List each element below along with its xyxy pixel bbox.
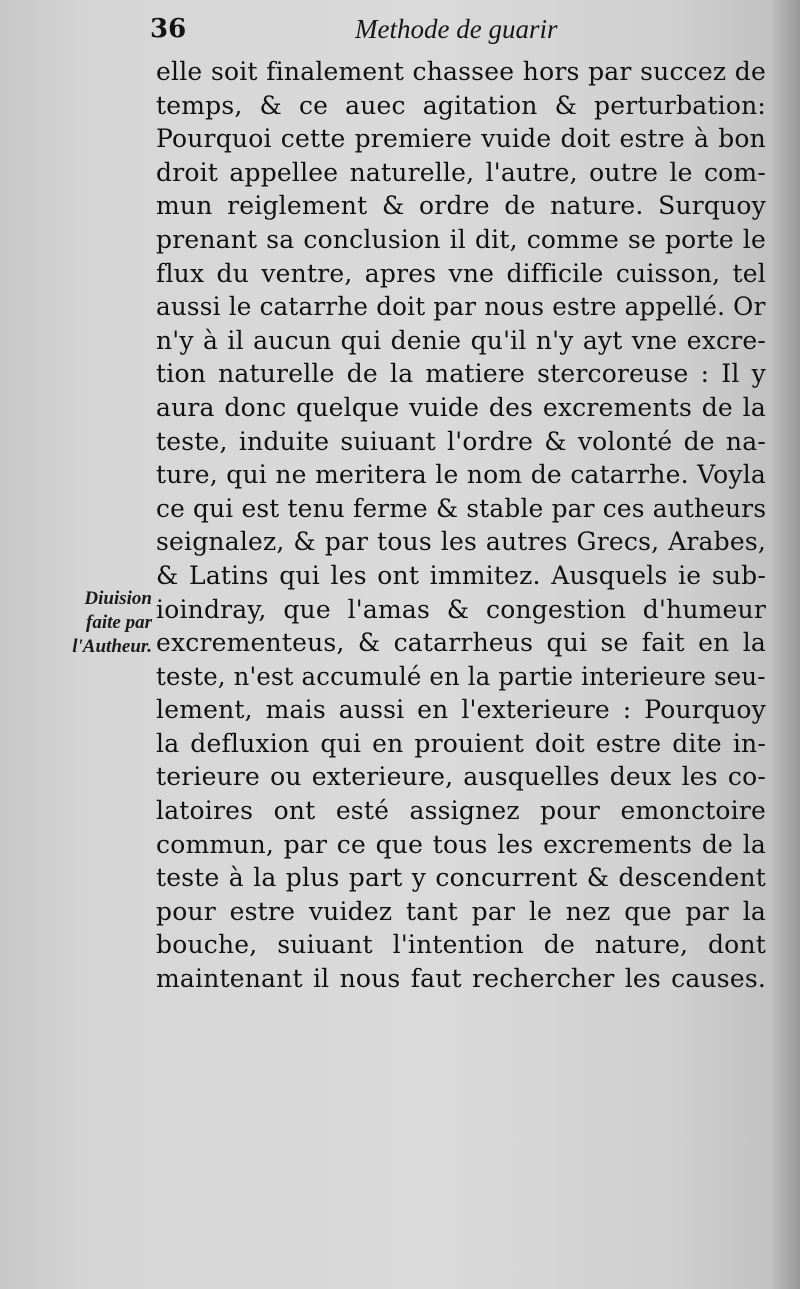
page-number: 36 bbox=[150, 14, 187, 44]
text-line: & Latins qui les ont immitez. Ausquels ie sub- bbox=[156, 560, 766, 590]
body-text bbox=[156, 55, 766, 996]
text-line: seignalez, & par tous les autres Grecs, Arabes, bbox=[156, 527, 766, 557]
text-line: bouche, suiuant l'intention de nature, dont bbox=[156, 930, 766, 960]
bleed-through-text bbox=[150, 1015, 770, 1215]
text-line: Pourquoi cette premiere vuide doit estre à bon bbox=[156, 124, 766, 154]
text-line: mun reiglement & ordre de nature. Surquoy bbox=[156, 191, 766, 221]
text-line: maintenant il nous faut rechercher les causes. bbox=[156, 964, 766, 994]
text-line: tion naturelle de la matiere stercoreuse : Il y bbox=[156, 359, 766, 389]
page-edge-shadow bbox=[770, 0, 800, 1289]
text-line: droit appellee naturelle, l'autre, outre le com- bbox=[156, 157, 766, 187]
text-line: commun, par ce que tous les excrements de la bbox=[156, 829, 766, 859]
running-title: Methode de guarir bbox=[355, 14, 558, 44]
text-line: teste, induite suiuant l'ordre & volonté de na- bbox=[156, 426, 766, 456]
text-line: la defluxion qui en prouient doit estre dite in- bbox=[156, 728, 766, 758]
marginal-note-line: faite par bbox=[86, 612, 152, 633]
running-head bbox=[150, 14, 770, 48]
text-line: aussi le catarrhe doit par nous estre appellé. Or bbox=[156, 292, 766, 322]
text-line: lement, mais aussi en l'exterieure : Pourquoy bbox=[156, 695, 766, 725]
text-line: latoires ont esté assignez pour emonctoire bbox=[156, 796, 766, 826]
text-line: ture, qui ne meritera le nom de catarrhe. Voyla bbox=[156, 460, 766, 490]
text-line: n'y à il aucun qui denie qu'il n'y ayt vne excre- bbox=[156, 325, 766, 355]
text-line: teste, n'est accumulé en la partie interieure seu- bbox=[156, 661, 766, 691]
text-line: teste à la plus part y concurrent & descendent bbox=[156, 863, 766, 893]
text-line: flux du ventre, apres vne difficile cuisson, tel bbox=[156, 258, 766, 288]
text-line: ioindray, que l'amas & congestion d'humeur bbox=[156, 594, 766, 624]
text-line: ce qui est tenu ferme & stable par ces autheurs bbox=[156, 493, 767, 523]
marginal-note-line: l'Autheur. bbox=[72, 636, 152, 657]
text-line: elle soit finalement chassee hors par succez de bbox=[156, 57, 766, 86]
text-line: prenant sa conclusion il dit, comme se porte le bbox=[156, 224, 766, 254]
text-line: temps, & ce auec agitation & perturbation: bbox=[156, 90, 766, 120]
marginal-note bbox=[52, 587, 152, 659]
text-line: pour estre vuidez tant par le nez que par la bbox=[156, 896, 766, 926]
text-line: terieure ou exterieure, ausquelles deux les co- bbox=[156, 762, 766, 792]
marginal-note-line: Diuision bbox=[84, 588, 152, 609]
text-line: aura donc quelque vuide des excrements de la bbox=[156, 392, 766, 422]
text-line: excrementeus, & catarrheus qui se fait en la bbox=[156, 628, 766, 658]
